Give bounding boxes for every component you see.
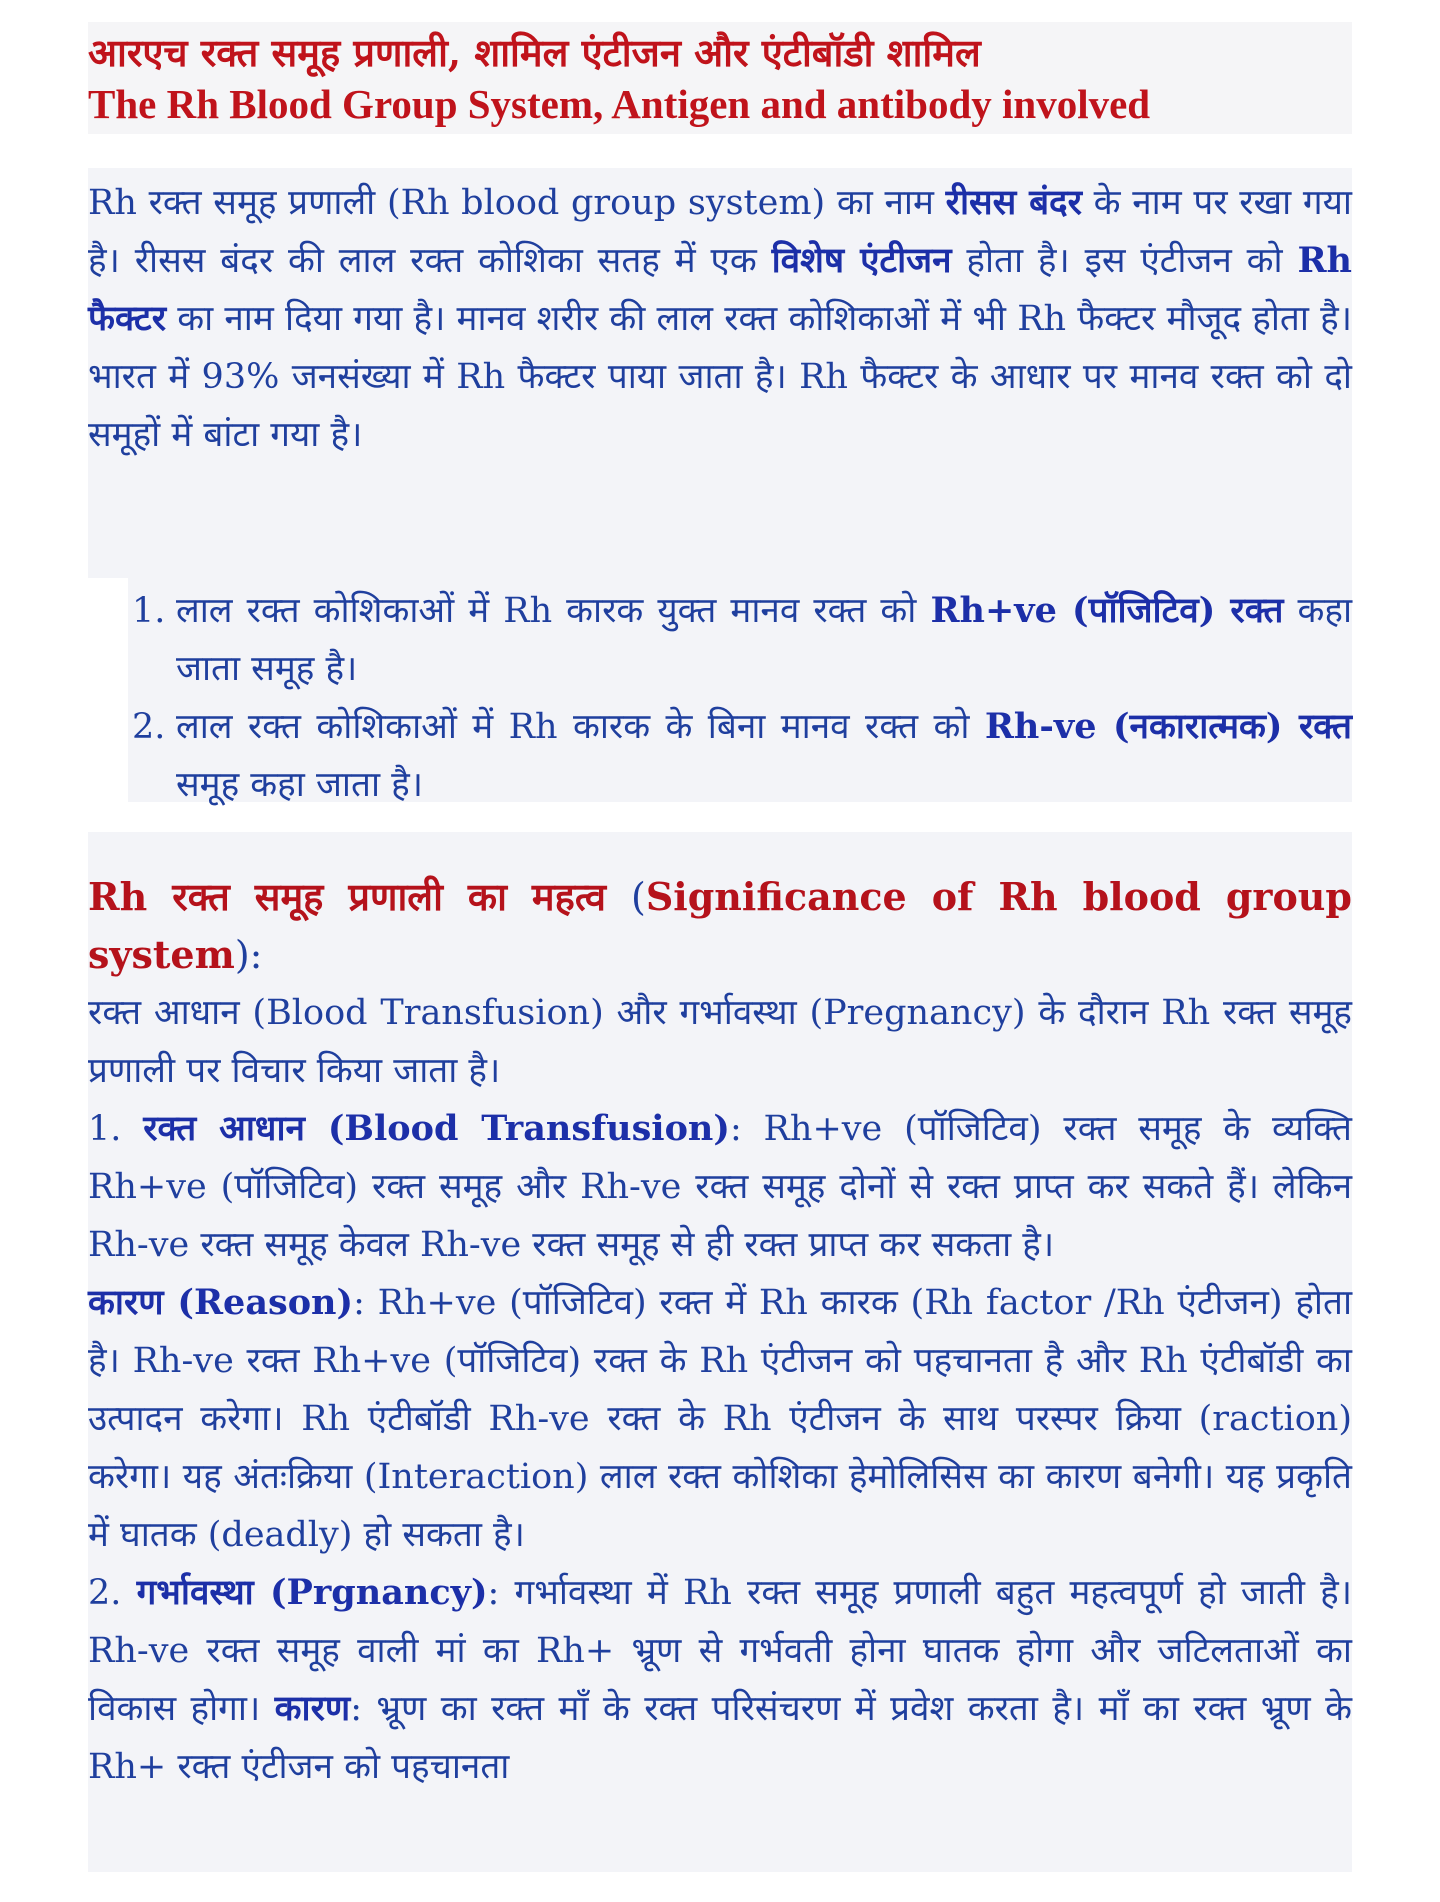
list-item-number: 2. [132,707,166,747]
intro-text-4: का नाम दिया गया है। मानव शरीर की लाल रक्त कोशिकाओं में भी Rh फैक्टर मौजूद होता है। भारत में 93% जनसंख्या में Rh फैक्टर पाया जाता है। Rh फैक्टर के आधार पर मानव रक्त को दो समूहों में बांटा गया है। [88,299,1352,455]
title-english: The Rh Blood Group System, Antigen and antibody involved [88,81,1151,127]
intro-bold-rhesus: रीसस बंदर [945,182,1082,223]
significance-heading-hindi: Rh रक्त समूह प्रणाली का महत्व [88,874,632,919]
reason-label: कारण (Reason) [88,1282,354,1323]
intro-section [88,168,1352,578]
pregnancy-number: 2. [88,1573,137,1613]
blood-type-list-section [128,570,1353,805]
pregnancy-reason-text: : भ्रूण का रक्त माँ के रक्त परिसंचरण में प्रवेश करता है। माँ का रक्त भ्रूण के Rh+ रक्त एंटीजन को पहचानता [88,1689,1352,1787]
list-item-text: लाल रक्त कोशिकाओं में Rh कारक के बिना मानव रक्त को [176,707,985,747]
pregnancy-label: गर्भावस्था (Prgnancy) [136,1572,488,1613]
intro-bold-rh-factor: Rh फैक्टर [88,240,1352,339]
blood-type-list [128,582,1352,814]
intro-paragraph [88,174,1352,464]
transfusion-reason [88,1274,1352,1564]
significance-paren-open: ( [631,875,646,919]
list-item [132,698,1352,814]
list-item-bold: Rh-ve (नकारात्मक) रक्त [984,706,1352,747]
transfusion-point [88,1100,1352,1274]
transfusion-label: रक्त आधान (Blood Transfusion) [143,1108,730,1149]
intro-text-2: के नाम पर रखा गया है। रीसस बंदर की लाल रक्त कोशिका सतह में एक [88,183,1352,281]
intro-bold-special-antigen: विशेष एंटीजन [771,240,952,281]
list-item-text: लाल रक्त कोशिकाओं में Rh कारक युक्त मानव रक्त को [176,591,931,631]
pregnancy-text: : गर्भावस्था में Rh रक्त समूह प्रणाली बहुत महत्वपूर्ण हो जाती है। Rh-ve रक्त समूह वाली मां का Rh+ भ्रूण से गर्भवती होना घातक होगा और जटिलताओं का विकास होगा। [88,1573,1352,1729]
list-item-bold: Rh+ve (पॉजिटिव) रक्त [930,590,1284,631]
intro-text-3: होता है। इस एंटीजन को [951,241,1298,281]
intro-text-1: Rh रक्त समूह प्रणाली (Rh blood group system) का नाम [88,183,946,223]
list-item-number: 1. [132,591,166,631]
pregnancy-point [88,1564,1352,1796]
pregnancy-reason-label: कारण [274,1688,351,1729]
transfusion-text: : Rh+ve (पॉजिटिव) रक्त समूह के व्यक्ति Rh+ve (पॉजिटिव) रक्त समूह और Rh-ve रक्त समूह दोनों से रक्त प्राप्त कर सकते हैं। लेकिन Rh-ve रक्त समूह केवल Rh-ve रक्त समूह से ही रक्त प्राप्त कर सकता है। [88,1109,1352,1265]
significance-heading-english: Significance of Rh blood group system [88,874,1352,977]
significance-paren-close: ): [234,933,263,977]
significance-intro: रक्त आधान (Blood Transfusion) और गर्भावस्था (Pregnancy) के दौरान Rh रक्त समूह प्रणाली पर विचार किया जाता है। [88,993,1352,1091]
significance-section [88,832,1352,1872]
reason-text: : Rh+ve (पॉजिटिव) रक्त में Rh कारक (Rh factor /Rh एंटीजन) होता है। Rh-ve रक्त Rh+ve (पॉजिटिव) रक्त के Rh एंटीजन को पहचानता है और Rh एंटीबॉडी का उत्पादन करेगा। Rh एंटीबॉडी Rh-ve रक्त के Rh एंटीजन के साथ परस्पर क्रिया (raction) करेगा। यह अंतःक्रिया (Interaction) लाल रक्त कोशिका हेमोलिसिस का कारण बनेगी। यह प्रकृति में घातक (deadly) हो सकता है। [88,1283,1353,1555]
list-item-text-end: समूह कहा जाता है। [176,765,423,805]
list-item [132,582,1353,698]
list-item-text-end: कहा जाता समूह है। [176,591,1353,689]
title-section [88,22,1352,134]
transfusion-number: 1. [88,1109,144,1149]
significance-heading [88,868,1352,984]
title-hindi: आरएच रक्त समूह प्रणाली, शामिल एंटीजन और एंटीबॉडी शामिल [88,30,981,75]
